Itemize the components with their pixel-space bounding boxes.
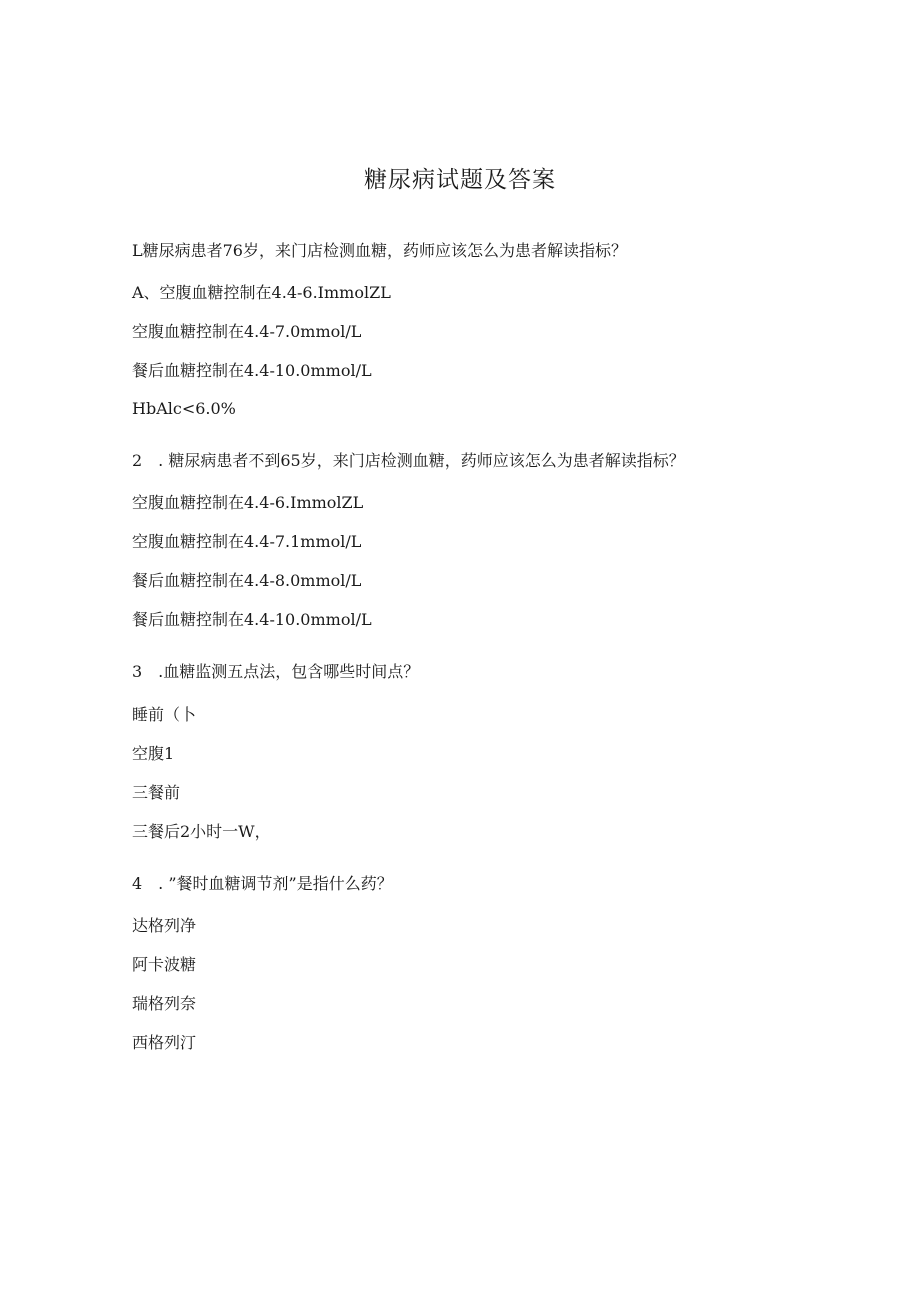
question-1: L糖尿病患者76岁，来门店检测血糖，药师应该怎么为患者解读指标？: [132, 241, 627, 260]
question-4-option-3: 瑞格列奈: [132, 994, 197, 1013]
question-2-option-4: 餐后血糖控制在4.4-10.0mmol∕L: [132, 610, 372, 629]
question-1-option-1: A、空腹血糖控制在4.4-6.ImmolZL: [132, 283, 391, 302]
question-2-option-1: 空腹血糖控制在4.4-6.ImmolZL: [132, 493, 364, 512]
question-2-option-3: 餐后血糖控制在4.4-8.0mmol∕L: [132, 571, 362, 590]
question-1-option-3: 餐后血糖控制在4.4-10.0mmol∕L: [132, 361, 372, 380]
question-3-option-2: 空腹1: [132, 744, 175, 763]
question-3: 3 .血糖监测五点法，包含哪些时间点？: [132, 662, 420, 681]
question-1-option-2: 空腹血糖控制在4.4-7.0mmol∕L: [132, 322, 362, 341]
question-3-option-4: 三餐后2小时一W，: [132, 822, 271, 841]
question-3-option-1: 睡前（卜: [132, 705, 197, 724]
question-4-option-2: 阿卡波糖: [132, 955, 197, 974]
question-4: 4 . ”餐时血糖调节剂”是指什么药？: [132, 874, 393, 893]
question-4-option-1: 达格列净: [132, 916, 197, 935]
question-4-option-4: 西格列汀: [132, 1033, 197, 1052]
document-title: 糖尿病试题及答案: [364, 167, 556, 193]
question-2: 2 . 糖尿病患者不到65岁，来门店检测血糖，药师应该怎么为患者解读指标？: [132, 451, 685, 470]
question-1-option-4: HbAlc<6.0%: [132, 399, 236, 418]
question-2-option-2: 空腹血糖控制在4.4-7.1mmol/L: [132, 532, 362, 551]
question-3-option-3: 三餐前: [132, 783, 181, 802]
